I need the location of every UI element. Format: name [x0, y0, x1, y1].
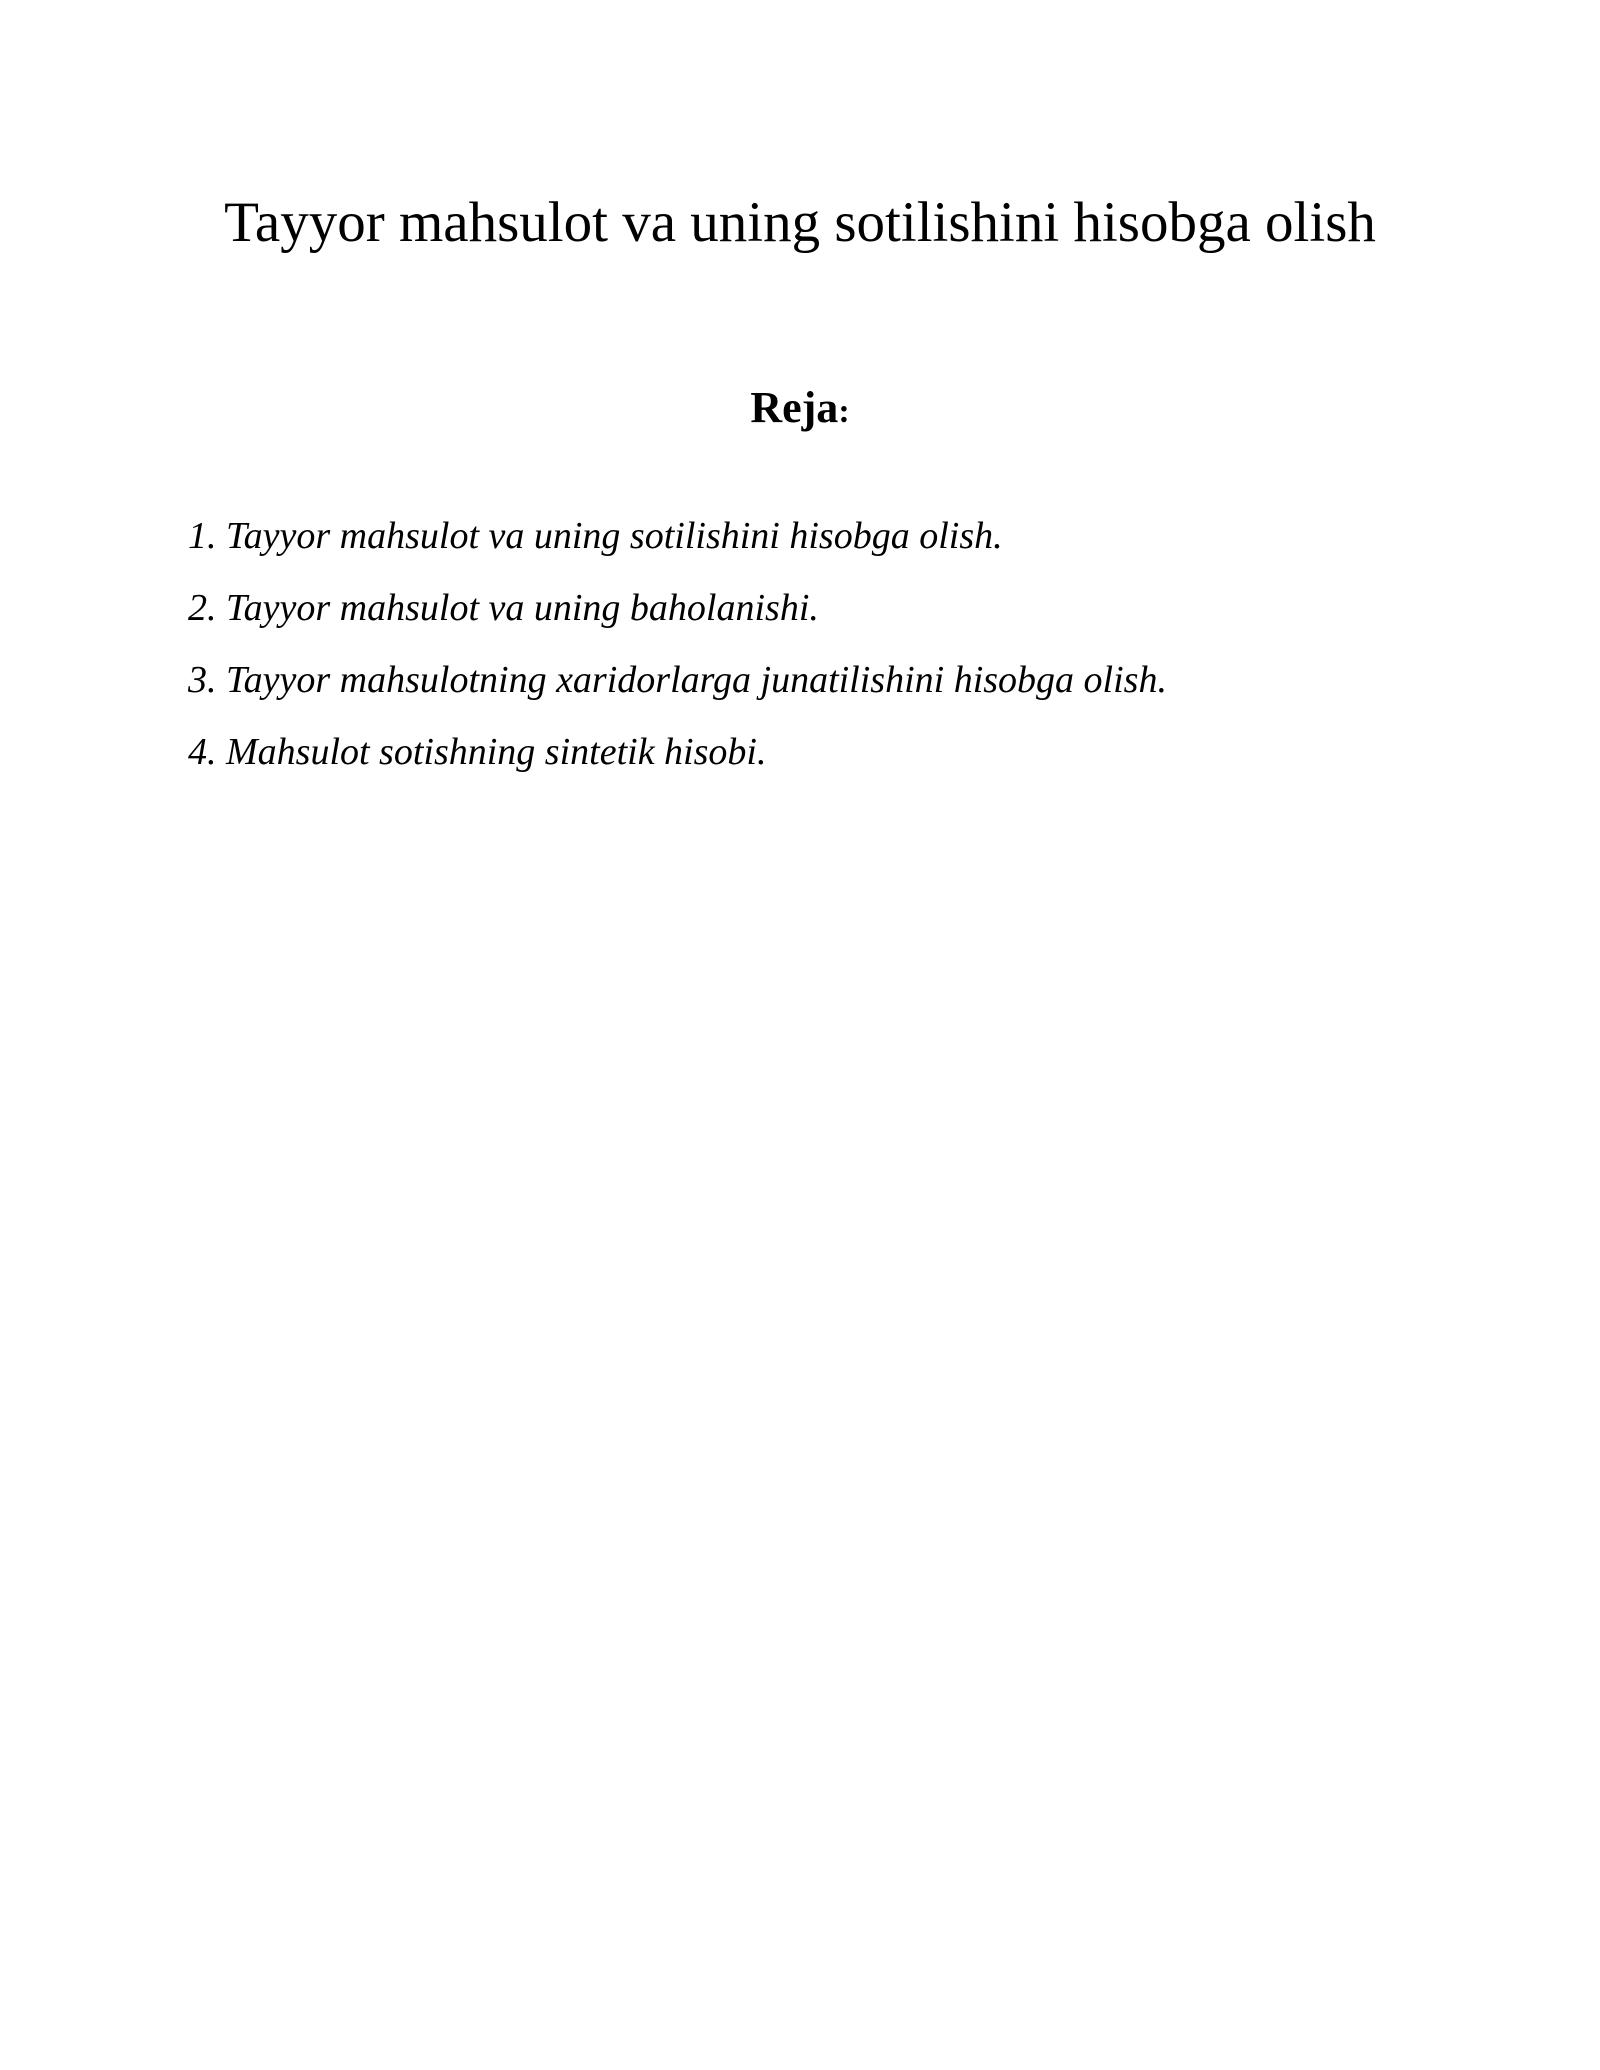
plan-item-2: 2. Tayyor mahsulot va uning baholanishi.: [188, 587, 819, 629]
plan-heading-colon: :: [838, 393, 850, 430]
plan-item-1: 1. Tayyor mahsulot va uning sotilishini hisobga olish.: [188, 515, 1003, 557]
plan-list: [188, 500, 1167, 788]
document-title: Tayyor mahsulot va uning sotilishini hisobga olish: [224, 191, 1376, 254]
plan-heading: [0, 380, 1600, 440]
plan-item-3: 3. Tayyor mahsulotning xaridorlarga junatilishini hisobga olish.: [188, 659, 1167, 701]
plan-item-4: 4. Mahsulot sotishning sintetik hisobi.: [188, 731, 767, 773]
plan-heading-word: Reja: [750, 383, 839, 432]
